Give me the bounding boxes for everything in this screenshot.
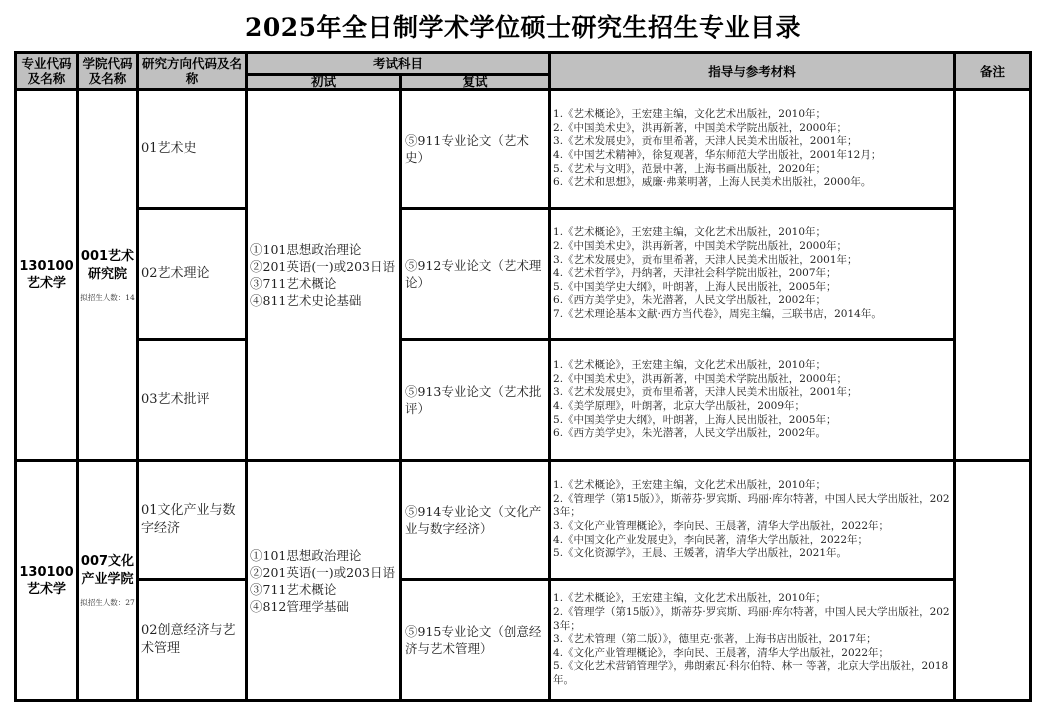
header-references: 指导与参考材料 (550, 53, 955, 90)
retest-exam: ⑤915专业论文（创意经济与艺术管理） (401, 580, 550, 701)
reference-item: 1.《艺术概论》，王宏建主编，文化艺术出版社，2010年； (553, 226, 827, 239)
reference-item: 5.《中国美学史大纲》，叶朗著，上海人民出版社，2005年； (553, 413, 837, 426)
retest-exam: ⑤913专业论文（艺术批评） (401, 340, 550, 461)
reference-item: 3.《艺术发展史》，贡布里希著，天津人民美术出版社，2001年； (553, 135, 858, 148)
table-row (16, 209, 1031, 340)
reference-item: 7.《艺术理论基本文献·西方当代卷》，周宪主编，三联书店，2014年。 (553, 307, 882, 320)
initial-exam-subject: ②201英语(一)或203日语 (250, 564, 395, 580)
reference-item: 6.《西方美学史》，朱光潜著，人民文学出版社，2002年。 (553, 427, 827, 440)
reference-item: 4.《中国艺术精神》，徐复观著，华东师范大学出版社，2001年12月； (553, 149, 882, 161)
direction-name: 02艺术理论 (138, 209, 247, 340)
initial-exam-subject: ③711艺术概论 (250, 581, 337, 597)
table-row (16, 580, 1031, 701)
reference-item: 2.《中国美术史》，洪再新著，中国美术学院出版社，2000年； (553, 240, 848, 253)
reference-item: 1.《艺术概论》，王宏建主编，文化艺术出版社，2010年； (553, 359, 827, 372)
major-cell (16, 461, 78, 701)
reference-item: 2.《中国美术史》，洪再新著，中国美术学院出版社，2000年； (553, 372, 848, 385)
reference-item: 6.《西方美学史》，朱光潜著，人民文学出版社，2002年； (553, 294, 827, 307)
reference-item: 4.《美学原理》，叶朗著，北京大学出版社，2009年； (553, 400, 806, 412)
school-cell (78, 461, 138, 701)
reference-item: 4.《艺术哲学》，丹纳著，天津社会科学院出版社，2007年； (553, 267, 837, 280)
reference-item: 3.《艺术管理（第二版）》，德里克·张著，上海书店出版社，2017年； (553, 633, 877, 646)
table-row (16, 90, 1031, 209)
reference-item: 4.《中国文化产业发展史》，李向民著，清华大学出版社，2022年； (553, 533, 869, 546)
direction-name: 01艺术史 (138, 90, 247, 209)
school-name: 001艺术研究院 (80, 248, 135, 282)
header-exam-retest: 复试 (401, 75, 550, 90)
reference-item: 4.《文化产业管理概论》，李向民、王晨著，清华大学出版社，2022年； (553, 646, 890, 659)
initial-exam-cell (247, 90, 401, 461)
initial-exam-cell (247, 461, 401, 701)
reference-item: 2.《中国美术史》，洪再新著，中国美术学院出版社，2000年； (553, 121, 848, 134)
direction-name: 01文化产业与数字经济 (138, 461, 247, 580)
table-row (16, 340, 1031, 461)
remarks-cell (955, 461, 1031, 701)
header-school: 学院代码及名称 (78, 53, 138, 90)
header-major: 专业代码及名称 (16, 53, 78, 90)
reference-item: 1.《艺术概论》，王宏建主编，文化艺术出版社，2010年； (553, 108, 827, 121)
reference-item: 1.《艺术概论》，王宏建主编，文化艺术出版社，2010年； (553, 479, 827, 492)
reference-item: 3.《艺术发展史》，贡布里希著，天津人民美术出版社，2001年； (553, 253, 858, 266)
reference-item: 3.《艺术发展史》，贡布里希著，天津人民美术出版社，2001年； (553, 386, 858, 399)
references-cell (550, 90, 955, 209)
retest-exam: ⑤912专业论文（艺术理论） (401, 209, 550, 340)
major-code-name: 130100艺术学 (19, 564, 74, 597)
initial-exam-subject: ③711艺术概论 (250, 276, 337, 291)
direction-name: 02创意经济与艺术管理 (138, 580, 247, 701)
program-catalog-table (14, 51, 1032, 702)
quota-label: 拟招生人数：14 (80, 292, 135, 302)
reference-item: 5.《文化资源学》，王晨、王媛著，清华大学出版社，2021年。 (553, 547, 848, 560)
page-title: 2025年全日制学术学位硕士研究生招生专业目录 (244, 13, 802, 42)
initial-exam-subject: ②201英语(一)或203日语 (250, 259, 395, 274)
reference-item: 2.《管理学（第15版）》，斯蒂芬·罗宾斯、玛丽·库尔特著，中国人民大学出版社，2023年； (553, 606, 950, 632)
major-code-name: 130100艺术学 (19, 259, 74, 291)
references-cell (550, 340, 955, 461)
retest-exam: ⑤914专业论文（文化产业与数字经济） (401, 461, 550, 580)
initial-exam-subject: ④811艺术史论基础 (250, 293, 362, 308)
school-name: 007文化产业学院 (80, 554, 135, 587)
retest-exam: ⑤911专业论文（艺术史） (401, 90, 550, 209)
header-direction: 研究方向代码及名称 (138, 53, 247, 90)
direction-name: 03艺术批评 (138, 340, 247, 461)
reference-item: 3.《文化产业管理概论》，李向民、王晨著，清华大学出版社，2022年； (553, 520, 890, 532)
initial-exam-subject: ①101思想政治理论 (250, 242, 362, 257)
table-row (16, 461, 1031, 580)
references-cell (550, 461, 955, 580)
reference-item: 6.《艺术和思想》，威廉·弗莱明著，上海人民美术出版社，2000年。 (553, 176, 872, 189)
references-cell (550, 209, 955, 340)
school-cell (78, 90, 138, 461)
header-exam: 考试科目 (247, 53, 550, 75)
initial-exam-subject: ④812管理学基础 (250, 598, 349, 614)
remarks-cell (955, 90, 1031, 461)
references-cell (550, 580, 955, 701)
quota-label: 拟招生人数：27 (80, 598, 135, 607)
reference-item: 5.《艺术与文明》，范景中著，上海书画出版社，2020年； (553, 162, 827, 175)
reference-item: 2.《管理学（第15版）》，斯蒂芬·罗宾斯、玛丽·库尔特著，中国人民大学出版社，2023年； (553, 492, 950, 519)
header-exam-initial: 初试 (247, 75, 401, 90)
header-remarks: 备注 (955, 53, 1031, 90)
initial-exam-subject: ①101思想政治理论 (250, 547, 362, 563)
major-cell (16, 90, 78, 461)
reference-item: 5.《中国美学史大纲》，叶朗著，上海人民出版社，2005年； (553, 280, 837, 293)
reference-item: 5.《文化艺术营销管理学》，弗朗索瓦·科尔伯特、林一 等著，北京大学出版社，2018年。 (553, 660, 949, 686)
reference-item: 1.《艺术概论》，王宏建主编，文化艺术出版社，2010年； (553, 592, 827, 605)
